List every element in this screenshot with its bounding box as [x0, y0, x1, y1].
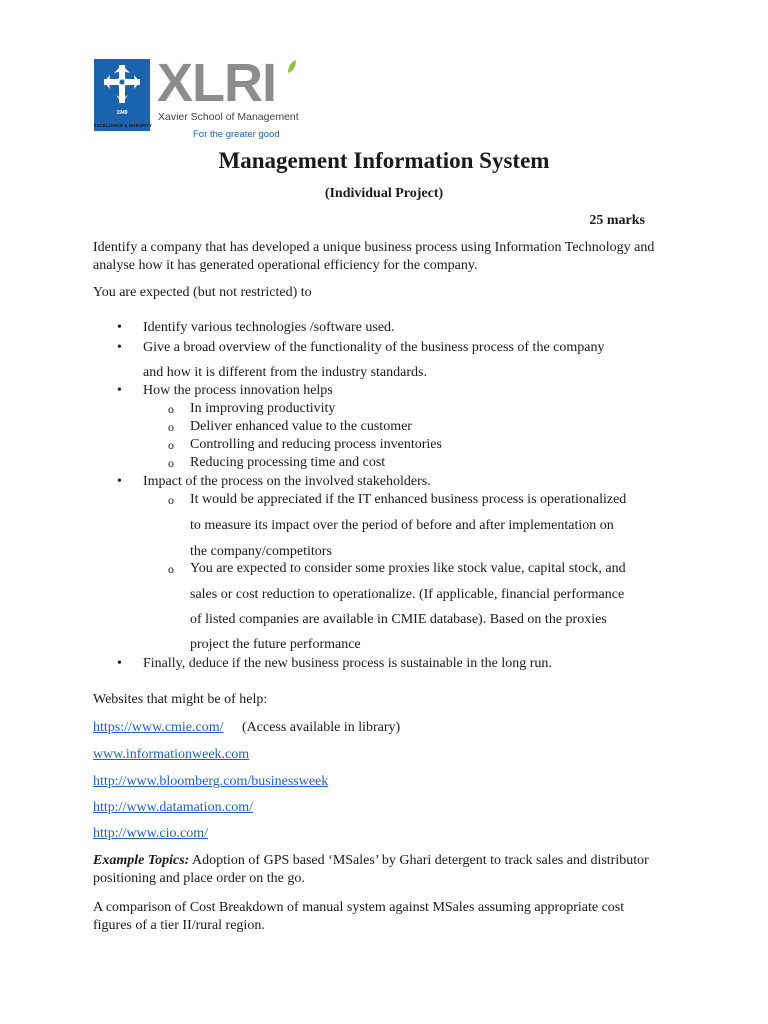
sub-list-item-continuation: project the future performance [190, 637, 361, 652]
sub-list-item-continuation: sales or cost reduction to operationalize. (If applicable, financial performance [190, 587, 625, 602]
sub-list-item: In improving productivity [190, 401, 336, 416]
sub-list-item: Reducing processing time and cost [190, 455, 386, 470]
list-item: Give a broad overview of the functionality of the business process of the company [143, 340, 605, 355]
logo-tagline: For the greater good [193, 129, 280, 140]
sub-bullet-glyph: o [168, 402, 174, 416]
intro-paragraph: Identify a company that has developed a unique business process using Information Technology and analyse how it has generated operational efficiency for the company. [93, 240, 655, 273]
leaf-icon [287, 60, 297, 74]
sub-list-item-continuation: of listed companies are available in CMIE database). Based on the proxies [190, 612, 607, 627]
xlri-emblem [94, 59, 150, 131]
page-subtitle: (Individual Project) [324, 186, 444, 201]
list-item: Finally, deduce if the new business process is sustainable in the long run. [143, 656, 552, 671]
link-datamation[interactable]: http://www.datamation.com/ [93, 800, 254, 815]
example-topics-paragraph [93, 852, 663, 888]
comparison-paragraph: A comparison of Cost Breakdown of manual system against MSales assuming appropriate cost figures of a tier II/rural region. [93, 900, 625, 933]
sub-list-item: Deliver enhanced value to the customer [190, 419, 412, 434]
bullet-glyph: • [117, 320, 122, 335]
cross-emblem-icon [94, 59, 150, 109]
list-item: Identify various technologies /software used. [143, 320, 395, 335]
logo-year: 1949 [116, 110, 128, 116]
sub-bullet-glyph: o [168, 420, 174, 434]
sub-list-item-continuation: to measure its impact over the period of before and after implementation on [190, 518, 614, 533]
bullet-glyph: • [117, 474, 122, 489]
page-title: Management Information System [218, 148, 550, 173]
list-item: Impact of the process on the involved stakeholders. [143, 474, 431, 489]
sub-list-item: Controlling and reducing process inventories [190, 437, 442, 452]
sub-bullet-glyph: o [168, 562, 174, 576]
sub-bullet-glyph: o [168, 438, 174, 452]
cmie-note: (Access available in library) [242, 720, 401, 735]
logo-motto: EXCELLENCE & INTEGRITY [94, 123, 153, 128]
logo-subtitle: Xavier School of Management [158, 111, 299, 123]
xlri-logo [94, 53, 304, 143]
link-bloomberg[interactable]: http://www.bloomberg.com/businessweek [93, 774, 329, 789]
sub-bullet-glyph: o [168, 493, 174, 507]
sub-list-item-continuation: the company/competitors [190, 544, 332, 559]
list-item-continuation: and how it is different from the industry standards. [143, 365, 427, 380]
bullet-glyph: • [117, 340, 122, 355]
marks-label: 25 marks [589, 213, 645, 228]
link-cio[interactable]: http://www.cio.com/ [93, 826, 208, 841]
sub-bullet-glyph: o [168, 456, 174, 470]
link-informationweek[interactable]: www.informationweek.com [93, 747, 250, 762]
bullet-glyph: • [117, 383, 122, 398]
example-topics-text: Adoption of GPS based ‘MSales’ by Ghari detergent to track sales and distributor positioning and place order on the go. [93, 853, 649, 886]
sub-list-item: It would be appreciated if the IT enhanced business process is operationalized [190, 492, 627, 507]
websites-heading: Websites that might be of help: [93, 692, 268, 707]
link-cmie[interactable]: https://www.cmie.com/ [93, 720, 224, 735]
bullet-glyph: • [117, 656, 122, 671]
sub-list-item: You are expected to consider some proxies like stock value, capital stock, and [190, 561, 626, 576]
logo-wordmark: XLRI [157, 53, 277, 113]
example-topics-label: Example Topics: [93, 853, 190, 868]
list-item: How the process innovation helps [143, 383, 333, 398]
expected-paragraph: You are expected (but not restricted) to [93, 285, 312, 300]
